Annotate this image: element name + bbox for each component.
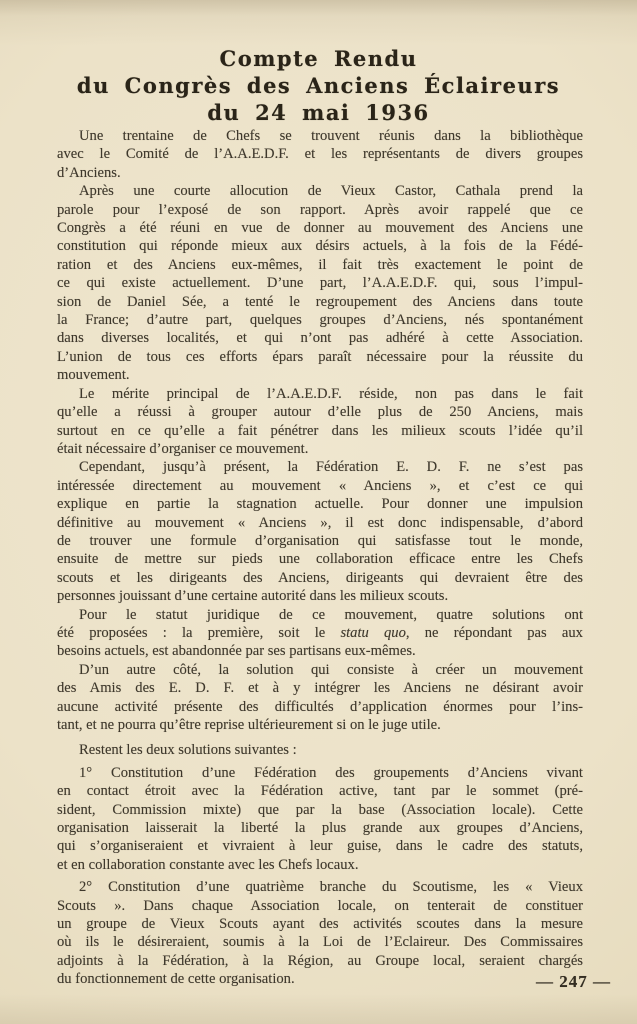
text-line: d’Anciens. <box>57 164 121 181</box>
text-line: et en collaboration constante avec les Chefs locaux. <box>57 856 359 873</box>
text-line: la France; d’autre part, quelques groupes d’Anciens, nés spontanément <box>57 312 583 329</box>
text-line: surtout en ce qu’elle a fait pénétrer dans les milieux scouts l’idée qu’il <box>57 422 583 439</box>
text-line: un groupe de Vieux Scouts ayant des activités scoutes dans la mesure <box>57 916 583 933</box>
text-line <box>57 624 583 642</box>
text-line: besoins actuels, est abandonnée par ses partisans eux-mêmes. <box>57 643 416 660</box>
document-title-line: du Congrès des Anciens Éclaireurs <box>76 73 561 98</box>
text-line: Cependant, jusqu’à présent, la Fédération E. D. F. ne s’est pas <box>79 459 583 476</box>
text-line: mouvement. <box>57 367 130 384</box>
text-line: personnes jouissant d’une certaine autorité dans les milieux scouts. <box>57 588 449 605</box>
paragraph <box>57 127 583 182</box>
text-line: avec le Comité de l’A.A.E.D.F. et les représentants de divers groupes <box>57 146 583 163</box>
text-line: Le mérite principal de l’A.A.E.D.F. réside, non pas dans le fait <box>79 385 583 402</box>
text-line: qui s’organiseraient et vivraient à leur guise, dans le cadre des statuts, <box>57 838 583 855</box>
text-line: Après une courte allocution de Vieux Castor, Cathala prend la <box>79 183 583 200</box>
text-segment: , ne répondant pas aux <box>405 624 583 641</box>
text-line: sion de Daniel Sée, a tenté le regroupement des Anciens dans toute <box>57 293 583 310</box>
text-line: dans diverses localités, et qui n’ont pas adhéré à cette Association. <box>57 330 583 347</box>
text-line: D’un autre côté, la solution qui consiste à créer un mouvement <box>79 661 583 678</box>
text-line: des Amis des E. D. F. et à y intégrer les Anciens ne désirant avoir <box>57 680 583 697</box>
text-line: du fonctionnement de cette organisation. <box>57 971 295 988</box>
paragraph <box>57 878 583 988</box>
paragraph <box>57 385 583 459</box>
text-line: tant, et ne pourra qu’être reprise ultérieurement si on le juge utile. <box>57 717 441 733</box>
text-line: où ils le désireraient, soumis à la Loi de l’Eclaireur. Des Commissaires <box>57 934 583 951</box>
text-line: Scouts ». Dans chaque Association locale, on tenterait de constituer <box>57 897 583 914</box>
document-title-line: du 24 mai 1936 <box>207 100 430 125</box>
text-segment: été proposées : la première, soit le <box>57 624 341 641</box>
text-line: de trouver une formule d’organisation qui satisfasse tout le monde, <box>57 532 583 549</box>
text-line: définitive au mouvement « Anciens », il est donc indispensable, d’abord <box>57 514 583 531</box>
text-line: parole pour l’exposé de son rapport. Après avoir rappelé que ce <box>57 201 583 218</box>
text-line: explique en partie la stagnation actuelle. Pour donner une impulsion <box>57 496 583 513</box>
text-line: ce qui existe actuellement. D’une part, l’A.A.E.D.F. qui, sous l’impul- <box>57 275 583 292</box>
text-line: qu’elle a réussi à grouper autour d’elle plus de 250 Anciens, mais <box>57 404 583 421</box>
text-body <box>57 127 583 989</box>
text-line: ensuite de mettre sur pieds une collaboration efficace entre les Chefs <box>57 551 583 568</box>
text-line: L’union de tous ces efforts épars paraît nécessaire pour la réussite du <box>57 348 583 365</box>
text-line: 1° Constitution d’une Fédération des groupements d’Anciens vivant <box>79 764 583 781</box>
text-line: intéressée directement au mouvement « Anciens », et c’est ce qui <box>57 477 583 494</box>
paragraph <box>57 606 583 661</box>
text-line: ration et des Anciens eux-mêmes, il fait très exactement le point de <box>57 256 583 273</box>
text-line: Une trentaine de Chefs se trouvent réunis dans la bibliothèque <box>79 128 583 144</box>
text-segment: statu quo <box>340 624 406 641</box>
paragraph <box>57 764 583 874</box>
page-number: — 247 — <box>536 972 611 991</box>
text-line: 2° Constitution d’une quatrième branche du Scoutisme, les « Vieux <box>79 879 583 896</box>
text-line: adjoints à la Fédération, à la Région, au Groupe local, seraient chargés <box>57 952 583 969</box>
text-line: organisation laisserait la liberté la plus grande aux groupes d’Anciens, <box>57 820 583 837</box>
text-line: constitution qui réponde mieux aux désirs actuels, à la fois de la Fédé- <box>57 238 583 255</box>
text-line: scouts et les dirigeants des Anciens, dirigeants qui devraient être des <box>57 569 583 586</box>
paragraph <box>57 661 583 735</box>
paragraph <box>57 741 583 759</box>
text-line: Congrès a été réuni en vue de donner au mouvement des Anciens une <box>57 220 583 237</box>
document-title <box>0 45 637 126</box>
document-title-line: Compte Rendu <box>219 46 418 71</box>
text-line: aucune activité présente des difficultés d’application énormes pour l’ins- <box>57 698 583 715</box>
text-line: en contact étroit avec la Fédération active, tant par le sommet (pré- <box>57 783 583 800</box>
text-line: Pour le statut juridique de ce mouvement, quatre solutions ont <box>79 606 583 623</box>
text-line: sident, Commission mixte) que par la base (Association locale). Cette <box>57 801 583 818</box>
text-line: Restent les deux solutions suivantes : <box>79 742 297 759</box>
paragraph <box>57 182 583 384</box>
paragraph <box>57 458 583 605</box>
text-line: était nécessaire d’organiser ce mouvement. <box>57 440 309 457</box>
